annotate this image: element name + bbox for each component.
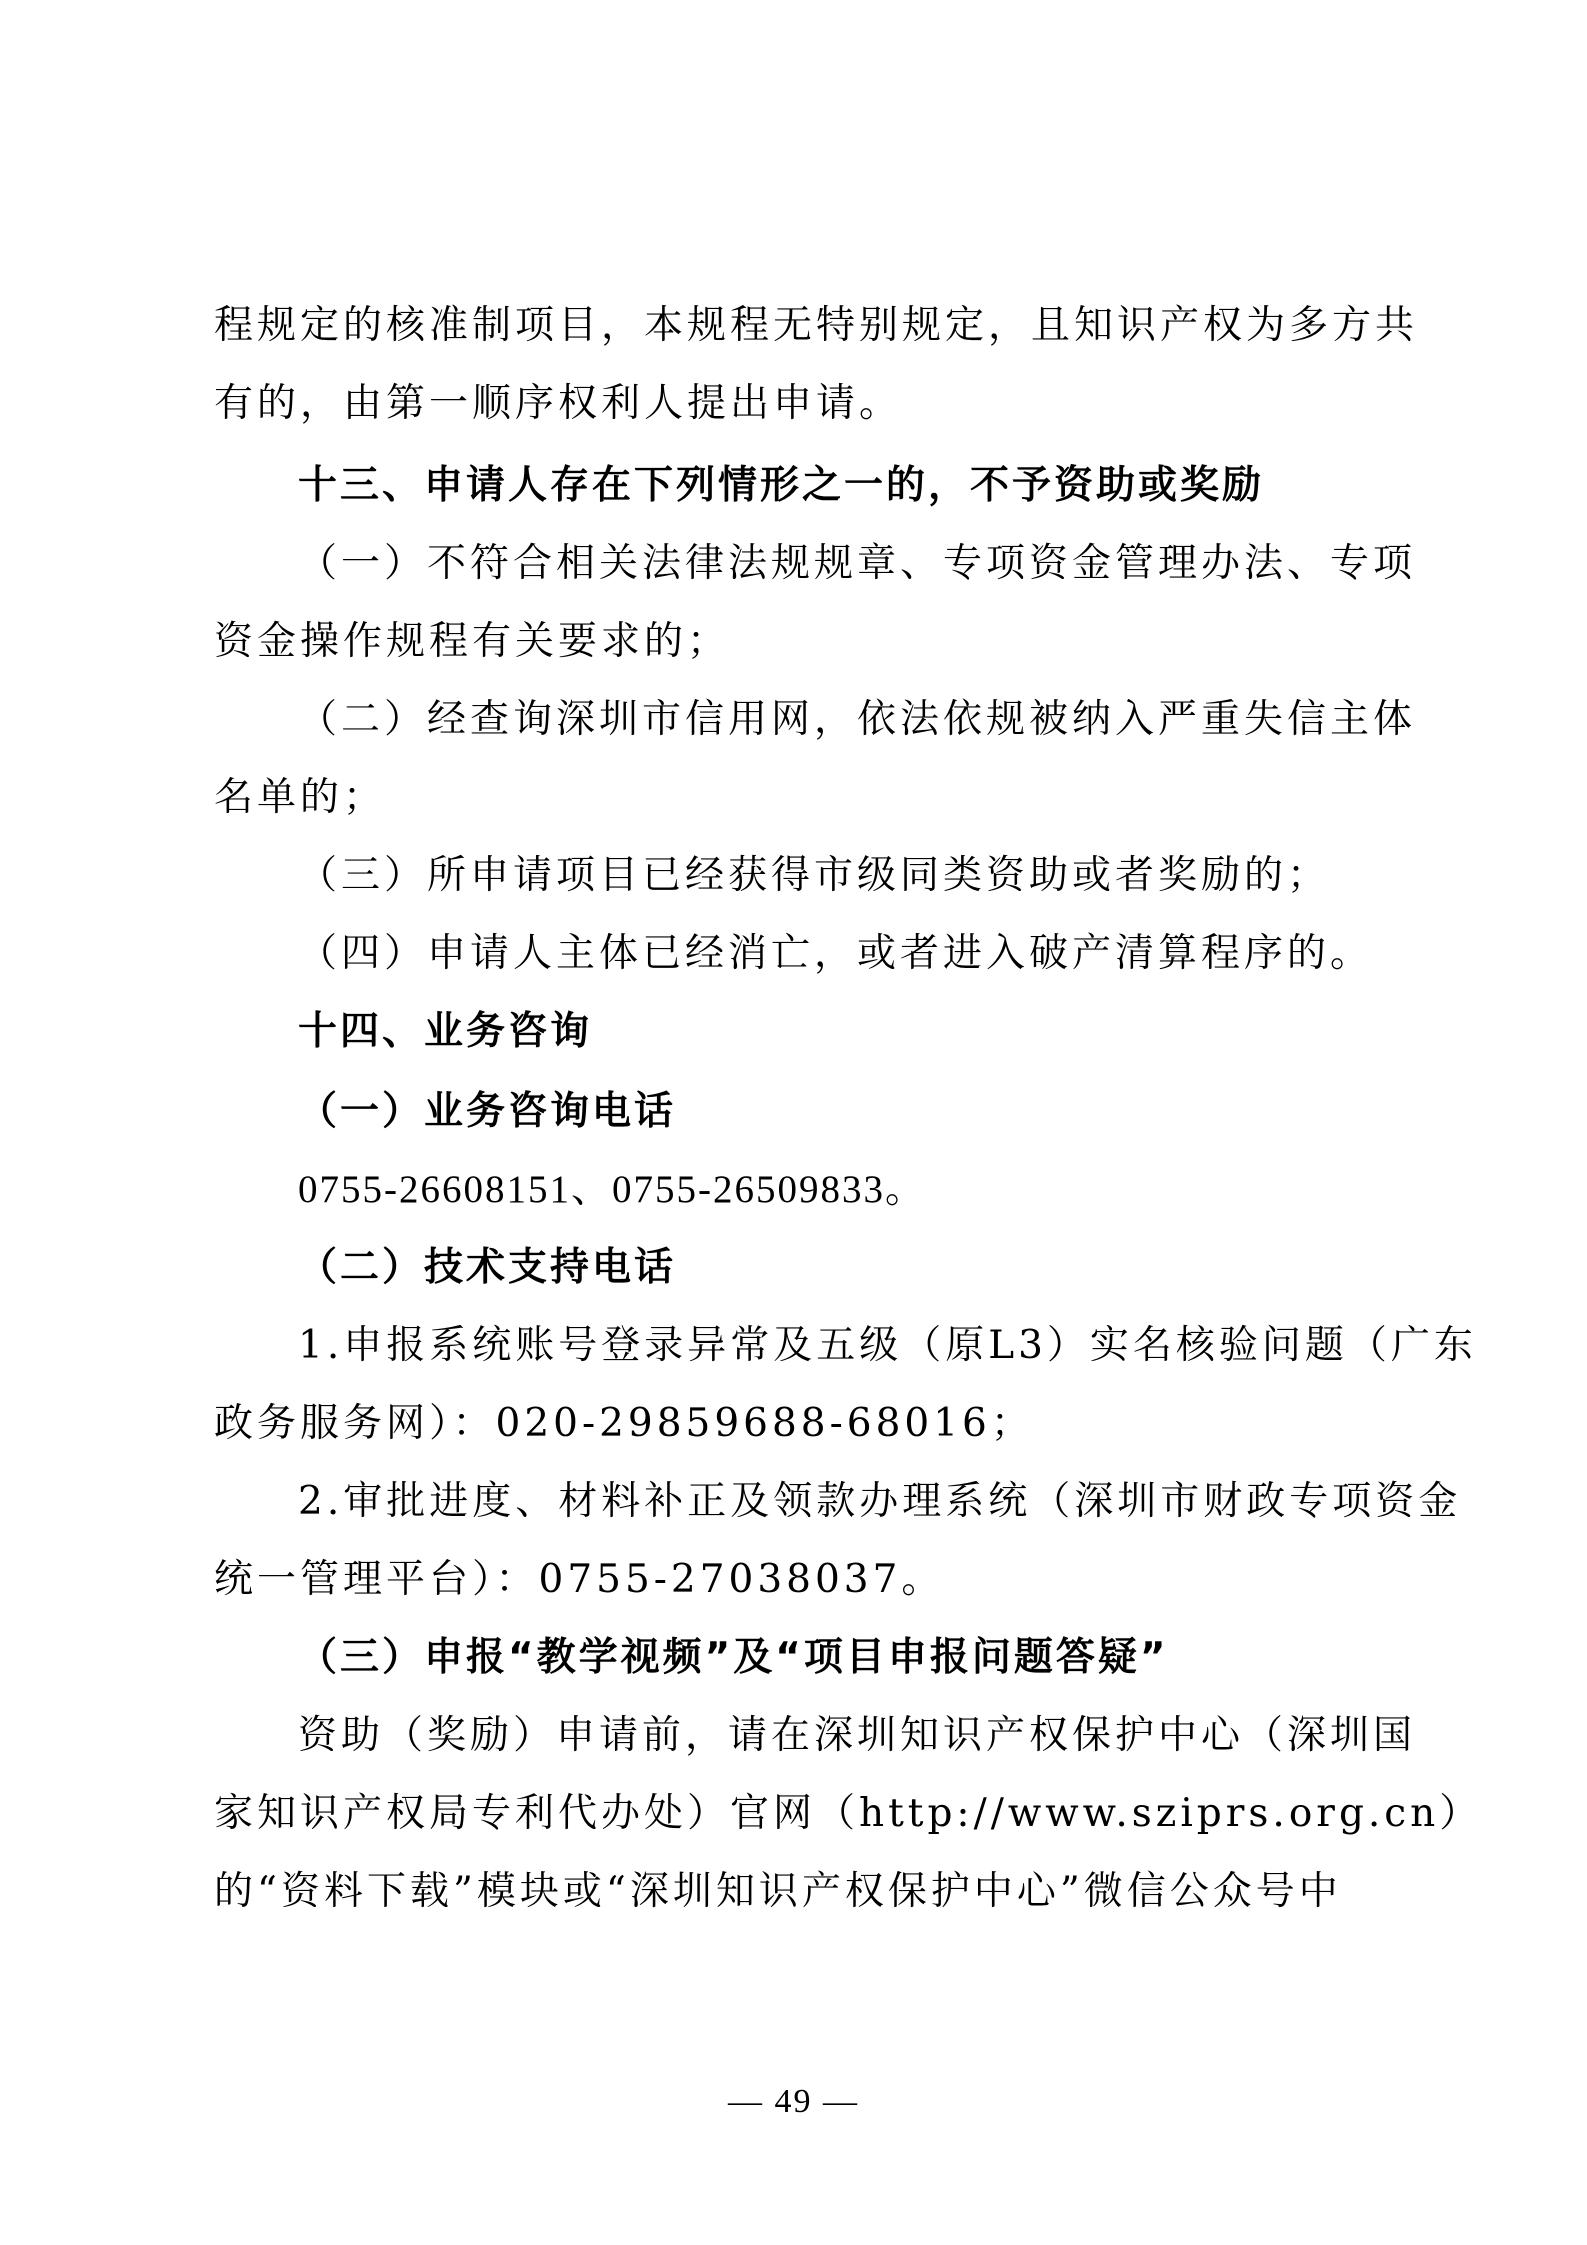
list-item-13-2-cont: 名单的； — [214, 775, 387, 820]
page-number: — 49 — — [728, 2083, 859, 2120]
section-heading-13: 十三、申请人存在下列情形之一的，不予资助或奖励 — [298, 463, 1265, 508]
list-item-14-2-1: 1.申报系统账号登录异常及五级（原L3）实名核验问题（广东 — [298, 1323, 1477, 1368]
list-item-13-3: （三）所申请项目已经获得市级同类资助或者奖励的； — [298, 853, 1331, 898]
subheading-14-2: （二）技术支持电话 — [298, 1245, 677, 1290]
list-item-14-2-1-cont: 政务服务网）：020-29859688-68016； — [214, 1401, 1034, 1446]
list-item-13-2: （二）经查询深圳市信用网，依法依规被纳入严重失信主体 — [298, 697, 1417, 742]
paragraph-line: 资助（奖励）申请前，请在深圳知识产权保护中心（深圳国 — [298, 1713, 1417, 1758]
paragraph-line: 的“资料下载”模块或“深圳知识产权保护中心”微信公众号中 — [214, 1869, 1342, 1914]
list-item-13-4: （四）申请人主体已经消亡，或者进入破产清算程序的。 — [298, 931, 1374, 976]
paragraph-line: 程规定的核准制项目，本规程无特别规定，且知识产权为多方共 — [214, 303, 1419, 348]
subheading-14-1: （一）业务咨询电话 — [298, 1089, 677, 1134]
paragraph-line: 有的，由第一顺序权利人提出申请。 — [214, 381, 903, 426]
list-item-13-1: （一）不符合相关法律法规规章、专项资金管理办法、专项 — [298, 541, 1417, 586]
list-item-14-2-2-cont: 统一管理平台）：0755-27038037。 — [214, 1557, 945, 1602]
section-heading-14: 十四、业务咨询 — [298, 1009, 593, 1054]
list-item-13-1-cont: 资金操作规程有关要求的； — [214, 619, 731, 664]
phone-numbers: 0755-26608151、0755-26509833。 — [298, 1168, 926, 1211]
subheading-14-3: （三）申报“教学视频”及“项目申报问题答疑” — [298, 1635, 1169, 1680]
list-item-14-2-2: 2.审批进度、材料补正及领款办理系统（深圳市财政专项资金 — [298, 1479, 1462, 1524]
paragraph-line: 家知识产权局专利代办处）官网（http://www.sziprs.org.cn） — [214, 1791, 1483, 1836]
